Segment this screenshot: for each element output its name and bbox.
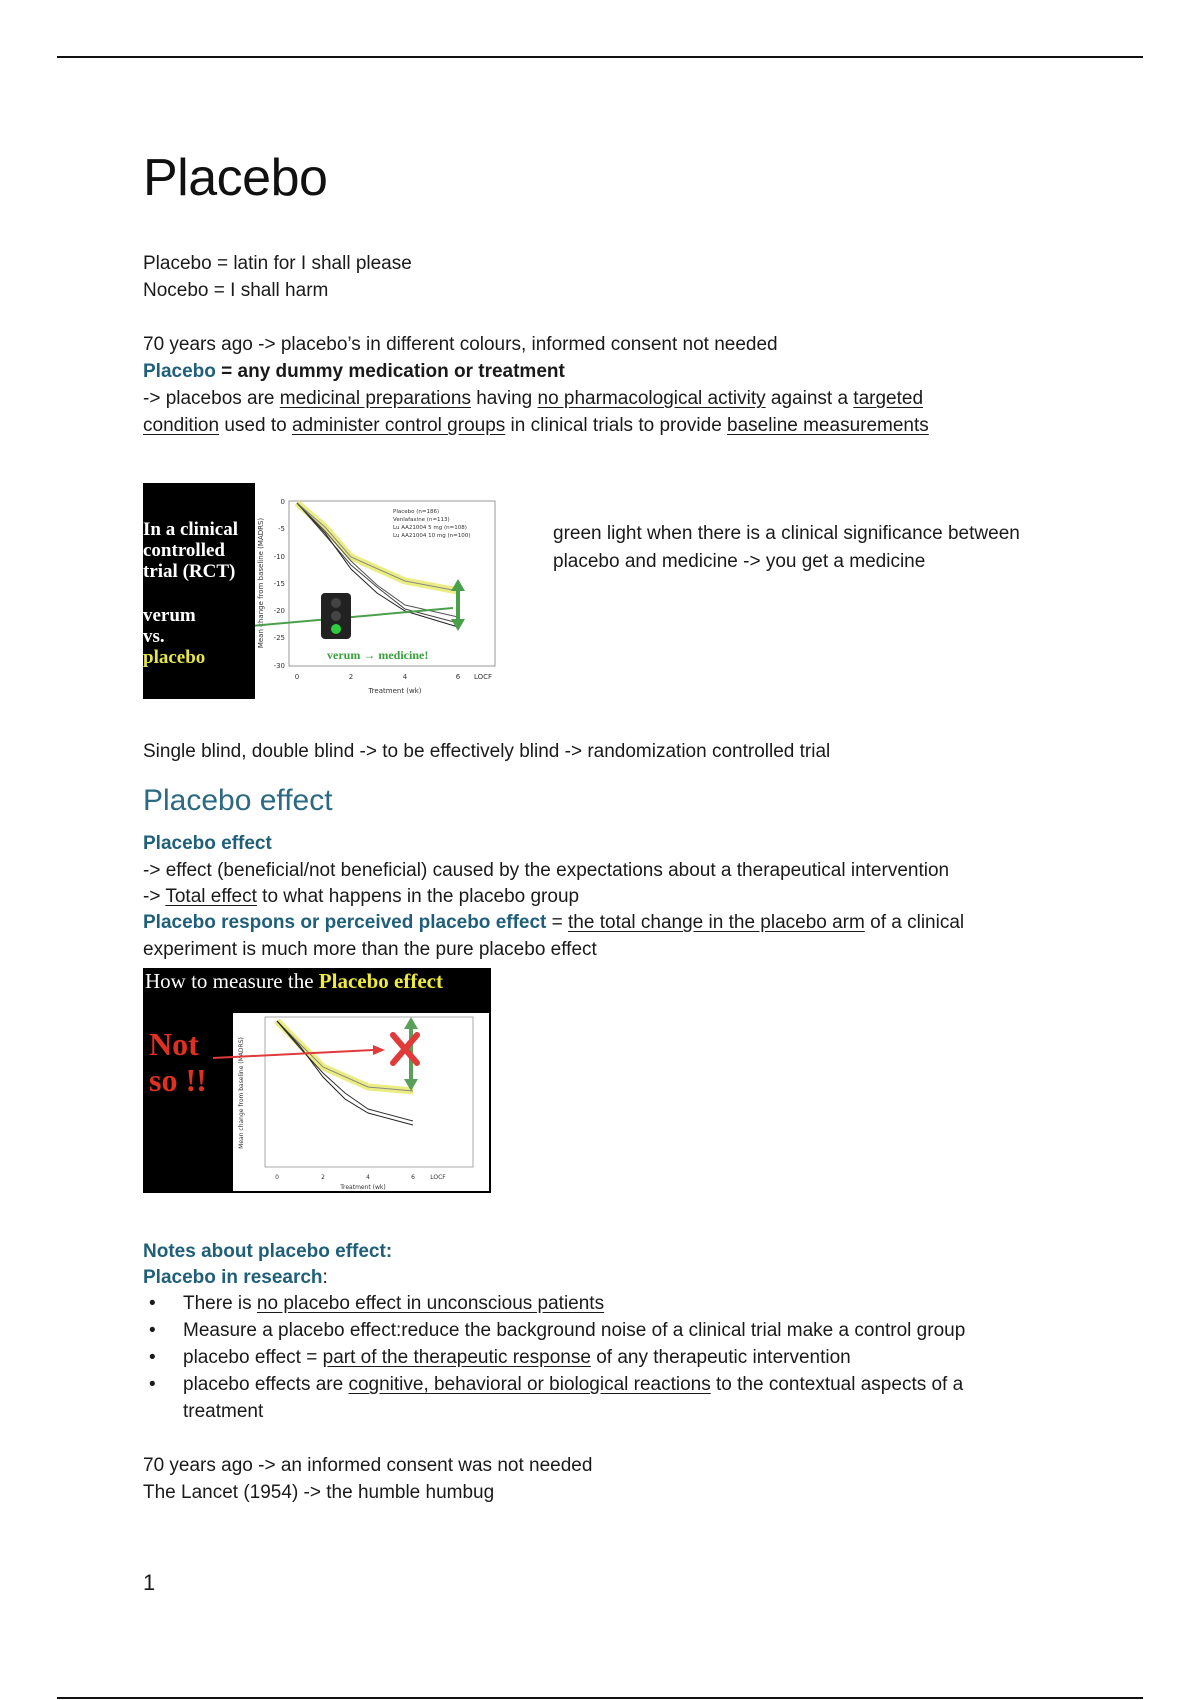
definition-text: = any dummy medication or treatment — [215, 361, 565, 382]
text: of a clinical — [864, 912, 965, 933]
y-tick: -20 — [273, 607, 285, 615]
rct-chart — [255, 483, 523, 699]
intro-line-1: Placebo = latin for I shall please — [143, 253, 412, 274]
legend-entry: Lu AA21004 5 mg (n=108) — [393, 525, 467, 531]
text: Measure a placebo effect:reduce the background noise of a clinical trial make a control group — [183, 1320, 966, 1341]
y-tick: -25 — [273, 634, 285, 642]
list-item — [149, 1344, 851, 1371]
underlined-text: cognitive, behavioral or biological reactions — [348, 1374, 711, 1395]
x-tick: 6 — [411, 1174, 415, 1181]
x-axis-label: Treatment (wk) — [340, 1184, 386, 1191]
y-axis-label: Mean change from baseline (MADRS) — [238, 1037, 245, 1149]
text: to what happens in the placebo group — [256, 886, 580, 907]
not-text: Not — [149, 1026, 199, 1062]
underlined-text: administer control groups — [291, 415, 506, 436]
definition-detail-line-1 — [143, 385, 923, 412]
text: to the contextual aspects of a — [710, 1374, 964, 1395]
legend-entry: Venlafaxine (n=113) — [393, 517, 450, 523]
page-title: Placebo — [143, 149, 328, 207]
y-axis-label: Mean change from baseline (MADRS) — [257, 517, 265, 649]
bullet-icon: • — [149, 1374, 156, 1395]
underlined-text: Total effect — [165, 886, 257, 907]
intro-line-2: Nocebo = I shall harm — [143, 280, 329, 301]
footer-line-2: The Lancet (1954) -> the humble humbug — [143, 1482, 495, 1503]
bullet-icon: • — [149, 1320, 156, 1341]
text: placebo effects are — [183, 1374, 349, 1395]
legend-entry: Lu AA21004 10 mg (n=100) — [393, 533, 471, 539]
notes-heading: Notes about placebo effect: — [143, 1241, 393, 1262]
list-item — [149, 1371, 964, 1398]
x-tick: 0 — [294, 673, 300, 681]
rct-figure — [143, 483, 523, 699]
underlined-text: baseline measurements — [727, 415, 929, 436]
figure-2-header — [145, 969, 443, 994]
x-axis-label: Treatment (wk) — [368, 687, 422, 695]
text: placebo effect = — [183, 1347, 323, 1368]
measure-placebo-figure — [143, 968, 491, 1193]
x-tick: 2 — [348, 673, 354, 681]
not-so-label — [149, 1026, 207, 1098]
text: used to — [219, 415, 292, 436]
traffic-light-icon — [321, 593, 351, 639]
text: = — [546, 912, 569, 933]
header-highlight: Placebo effect — [318, 969, 443, 993]
text: -> — [143, 886, 166, 907]
y-tick: -15 — [273, 580, 285, 588]
list-item-continuation: treatment — [183, 1401, 264, 1422]
rct-label-line-2: controlled — [143, 540, 225, 561]
list-item — [149, 1317, 966, 1344]
x-tick: LOCF — [473, 673, 493, 681]
bottom-rule — [57, 1697, 1143, 1699]
bullet-icon: • — [149, 1293, 156, 1314]
placebo-effect-line-2 — [143, 883, 579, 910]
x-ticks — [275, 1174, 446, 1181]
x-tick: LOCF — [430, 1174, 446, 1181]
text: in clinical trials to provide — [505, 415, 728, 436]
not-so-pointer — [213, 1038, 393, 1068]
section-heading: Placebo effect — [143, 784, 333, 817]
underlined-text: part of the therapeutic response — [322, 1347, 591, 1368]
text: having — [470, 388, 538, 409]
placebo-effect-line-1: -> effect (beneficial/not beneficial) caused by the expectations about a therapeutical intervention — [143, 860, 950, 881]
rct-label-line-1: In a clinical — [143, 519, 239, 540]
research-heading-text: Placebo in research — [143, 1267, 323, 1288]
y-tick: -5 — [278, 525, 285, 533]
placebo-response-line-2: experiment is much more than the pure placebo effect — [143, 939, 597, 960]
verum-label: verum — [143, 605, 196, 626]
underlined-text: no placebo effect in unconscious patients — [256, 1293, 605, 1314]
definition-term: Placebo — [143, 361, 216, 382]
text: There is — [183, 1293, 257, 1314]
y-tick: -10 — [273, 553, 285, 561]
footer-line-1: 70 years ago -> an informed consent was not needed — [143, 1455, 593, 1476]
research-heading — [143, 1264, 328, 1291]
placebo-label: placebo — [143, 647, 206, 668]
underlined-text: the total change in the placebo arm — [568, 912, 865, 933]
definition-detail-line-2 — [143, 412, 929, 439]
placebo-effect-label: Placebo effect — [143, 833, 272, 854]
underlined-text: no pharmacological activity — [537, 388, 766, 409]
placebo-response-line — [143, 909, 964, 936]
underlined-text: medicinal preparations — [279, 388, 471, 409]
x-tick: 4 — [366, 1174, 370, 1181]
so-text: so !! — [149, 1062, 207, 1098]
bullet-icon: • — [149, 1347, 156, 1368]
header-text: How to measure the — [145, 969, 319, 993]
x-tick: 0 — [275, 1174, 279, 1181]
text: -> placebos are — [143, 388, 280, 409]
y-tick: -30 — [273, 662, 285, 670]
text: against a — [765, 388, 854, 409]
y-ticks — [274, 498, 285, 670]
figure-caption-line-2: placebo and medicine -> you get a medicine — [553, 551, 926, 572]
blinding-line: Single blind, double blind -> to be effectively blind -> randomization controlled trial — [143, 741, 831, 762]
text: of any therapeutic intervention — [590, 1347, 851, 1368]
page-number: 1 — [143, 1570, 156, 1595]
underlined-text: targeted — [853, 388, 924, 409]
x-tick: 6 — [455, 673, 461, 681]
history-line: 70 years ago -> placebo’s in different colours, informed consent not needed — [143, 334, 778, 355]
y-tick: 0 — [280, 498, 285, 506]
verum-medicine-label: verum → medicine! — [327, 648, 429, 662]
list-item — [149, 1290, 605, 1317]
placebo-response-term: Placebo respons or perceived placebo effect — [143, 912, 547, 933]
legend-entry: Placebo (n=186) — [393, 509, 440, 515]
top-rule — [57, 56, 1143, 58]
underlined-text: condition — [143, 415, 220, 436]
x-tick: 2 — [321, 1174, 325, 1181]
rct-label-line-3: trial (RCT) — [143, 561, 236, 582]
vs-label: vs. — [143, 626, 165, 647]
x-tick: 4 — [402, 673, 408, 681]
definition-line — [143, 358, 565, 385]
x-ticks — [295, 673, 492, 681]
research-heading-colon: : — [322, 1267, 328, 1288]
figure-caption-line-1: green light when there is a clinical significance between — [553, 523, 1020, 544]
